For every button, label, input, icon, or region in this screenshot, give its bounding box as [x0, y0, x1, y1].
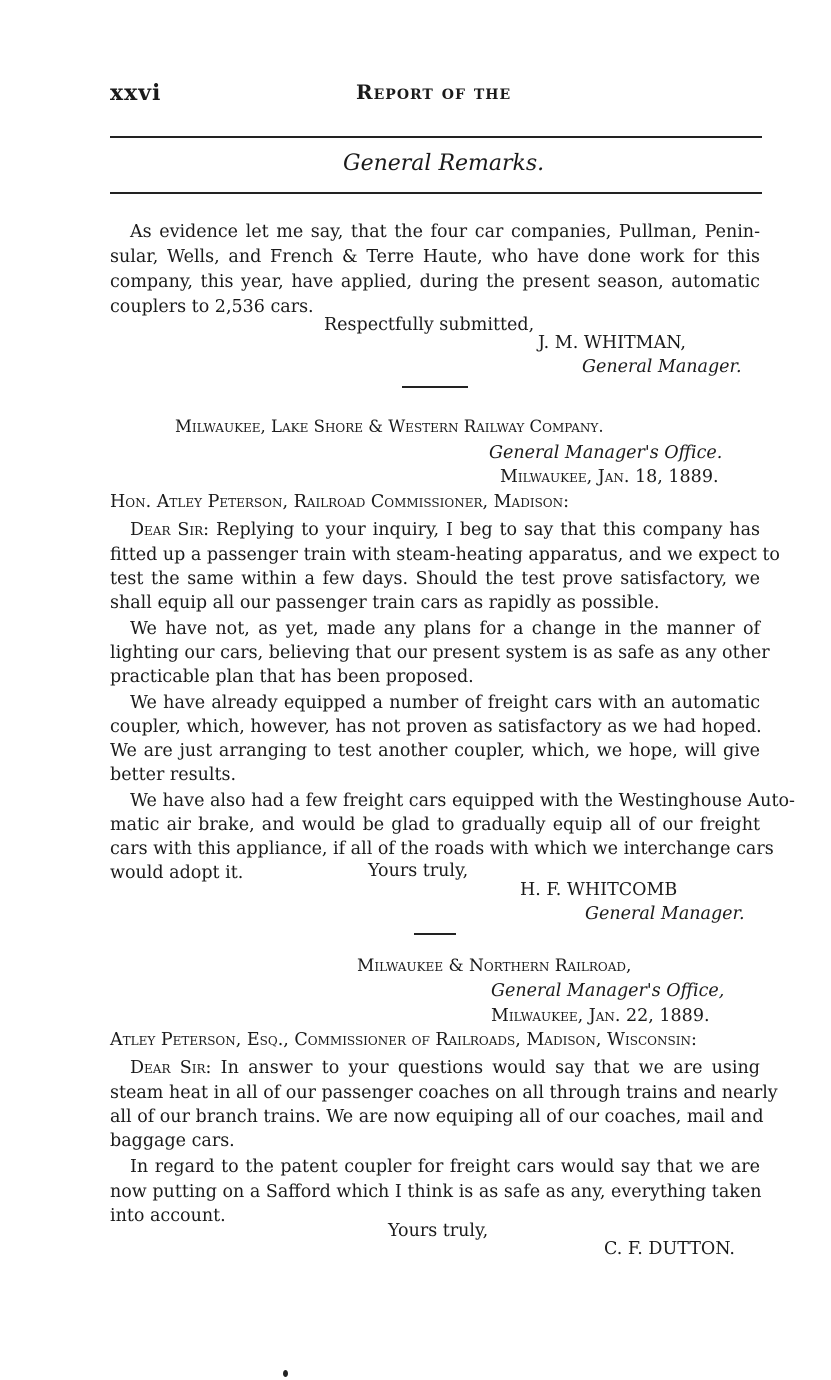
letter2-p4-line-2: matic air brake, and would be glad to gradually equip all of our freight: [110, 815, 760, 835]
letter1-closing: Respectfully submitted,: [324, 315, 535, 335]
letter2-addressee: Hon. Atley Peterson, Railroad Commissioner, Madison:: [110, 492, 570, 512]
letter2-p4-line-4: would adopt it.: [110, 863, 244, 883]
letter3-p1-line-3: all of our branch trains. We are now equiping all of our coaches, mail and: [110, 1107, 764, 1127]
letter2-p4-line-3: cars with this appliance, if all of the roads with which we interchange cars: [110, 839, 774, 859]
letter3-office: General Manager's Office,: [491, 981, 725, 1001]
letter1-line-4: couplers to 2,536 cars.: [110, 297, 314, 317]
letter2-p1-line-1: [110, 518, 760, 542]
letter2-closing: Yours truly,: [368, 861, 469, 881]
letter2-place-date: Milwaukee, Jan. 18, 1889.: [500, 467, 719, 487]
separator-rule-1: [402, 386, 468, 388]
separator-rule-2: [414, 933, 456, 935]
letter3-signer: C. F. DUTTON.: [604, 1239, 735, 1259]
letter2-p1-line-3: test the same within a few days. Should the test prove satisfactory, we: [110, 569, 760, 589]
page-number: xxvi: [110, 80, 162, 106]
letter3-company: Milwaukee & Northern Railroad,: [357, 956, 632, 976]
letter3-p1-line-2: steam heat in all of our passenger coaches on all through trains and nearly: [110, 1083, 778, 1103]
letter1-signer-title: General Manager.: [582, 357, 742, 377]
letter2-salutation: Dear Sir:: [130, 520, 210, 540]
letter2-company: Milwaukee, Lake Shore & Western Railway Company.: [175, 417, 604, 436]
letter2-office: General Manager's Office.: [489, 443, 723, 463]
letter2-p2-line-3: practicable plan that has been proposed.: [110, 667, 474, 687]
letter3-p2-line-2: now putting on a Safford which I think is as safe as any, everything taken: [110, 1182, 762, 1202]
letter2-p3-line-4: better results.: [110, 765, 237, 785]
letter2-p2-line-2: lighting our cars, believing that our present system is as safe as any other: [110, 643, 770, 663]
letter2-p3-line-3: We are just arranging to test another coupler, which, we hope, will give: [110, 741, 760, 761]
letter2-p3-line-2: coupler, which, however, has not proven as satisfactory as we had hoped.: [110, 717, 762, 737]
letter3-p1-line-4: baggage cars.: [110, 1131, 235, 1151]
letter2-p2-line-1: We have not, as yet, made any plans for a change in the manner of: [130, 619, 760, 639]
letter1-signer: J. M. WHITMAN,: [538, 333, 686, 353]
letter2-p1-text: Replying to your inquiry, I beg to say that this company has: [216, 520, 760, 540]
letter3-place-date: Milwaukee, Jan. 22, 1889.: [491, 1006, 710, 1026]
letter3-addressee: Atley Peterson, Esq., Commissioner of Railroads, Madison, Wisconsin:: [110, 1030, 697, 1050]
letter1-line-1: As evidence let me say, that the four car companies, Pullman, Penin-: [130, 222, 760, 242]
section-title: General Remarks.: [343, 151, 545, 176]
letter3-salutation: Dear Sir:: [130, 1058, 212, 1078]
letter3-p1-line-1: [110, 1056, 760, 1080]
letter2-p4-line-1: We have also had a few freight cars equipped with the Westinghouse Auto-: [130, 791, 795, 811]
letter3-closing: Yours truly,: [388, 1221, 489, 1241]
running-title: Report of the: [356, 80, 512, 104]
header-rule-top: [110, 136, 762, 138]
letter2-p3-line-1: We have already equipped a number of freight cars with an automatic: [130, 693, 760, 713]
letter2-p1-line-4: shall equip all our passenger train cars as rapidly as possible.: [110, 593, 660, 613]
letter3-p1-text: In answer to your questions would say that we are using: [220, 1058, 760, 1078]
letter1-line-2: sular, Wells, and French & Terre Haute, who have done work for this: [110, 247, 760, 267]
ink-spot: [283, 1370, 288, 1377]
letter2-signer: H. F. WHITCOMB: [520, 880, 678, 900]
letter1-line-3: company, this year, have applied, during the present season, automatic: [110, 272, 760, 292]
letter2-p1-line-2: fitted up a passenger train with steam-heating apparatus, and we expect to: [110, 545, 780, 565]
letter3-p2-line-3: into account.: [110, 1206, 226, 1226]
header-rule-bottom: [110, 192, 762, 194]
letter2-signer-title: General Manager.: [585, 904, 745, 924]
letter3-p2-line-1: In regard to the patent coupler for freight cars would say that we are: [130, 1157, 760, 1177]
